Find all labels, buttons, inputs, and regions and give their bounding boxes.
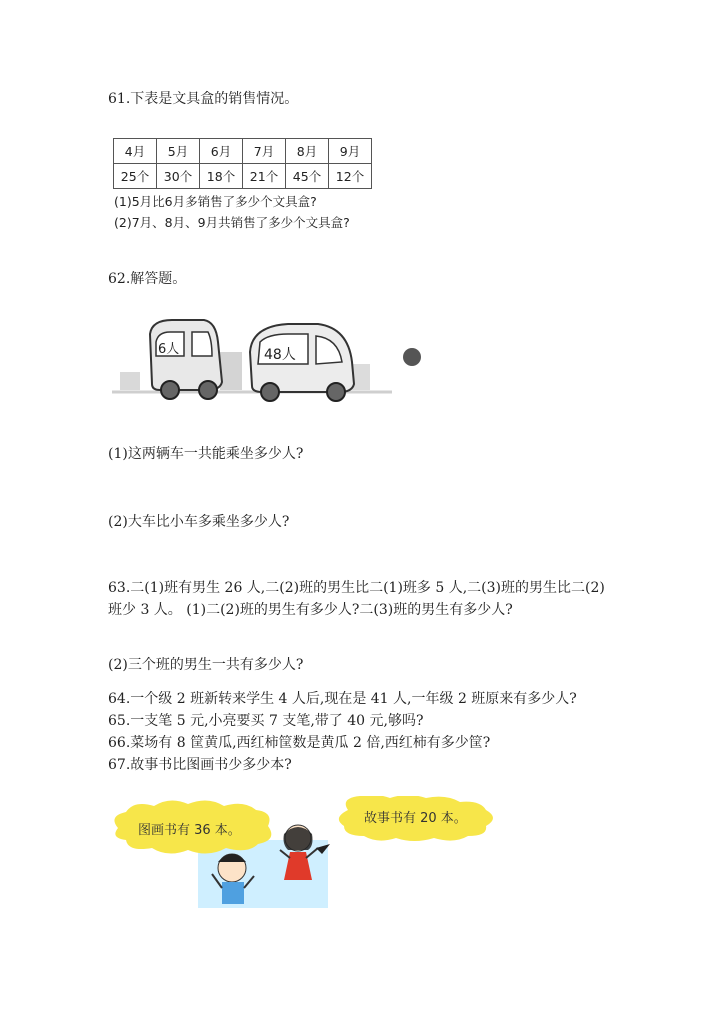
q64-text: 64.一个级 2 班新转来学生 4 人后,现在是 41 人,一年级 2 班原来有多少人? xyxy=(108,691,577,707)
table-cell: 18个 xyxy=(200,164,243,189)
small-car xyxy=(150,320,222,399)
table-cell: 21个 xyxy=(243,164,286,189)
q62-sub2: (2)大车比小车多乘坐多少人? xyxy=(108,514,290,530)
table-cell: 30个 xyxy=(157,164,200,189)
q61-sub2: (2)7月、8月、9月共销售了多少个文具盒? xyxy=(114,215,350,230)
table-row xyxy=(114,139,372,164)
q61-sub1: (1)5月比6月多销售了多少个文具盒? xyxy=(114,194,317,209)
building xyxy=(220,352,242,390)
q66-text: 66.菜场有 8 筐黄瓜,西红柿筐数是黄瓜 2 倍,西红柿有多少筐? xyxy=(108,735,491,751)
small-car-label: 6人 xyxy=(158,342,180,357)
table-cell: 6月 xyxy=(200,139,243,164)
table-cell: 12个 xyxy=(329,164,372,189)
building xyxy=(352,364,370,390)
table-cell: 4月 xyxy=(114,139,157,164)
q67-title: 67.故事书比图画书少多少本? xyxy=(108,757,292,773)
speech-bubble-right xyxy=(339,796,493,841)
sales-table xyxy=(113,138,372,189)
q65-text: 65.一支笔 5 元,小亮要买 7 支笔,带了 40 元,够吗? xyxy=(108,713,424,729)
cars-illustration xyxy=(112,312,432,404)
ball xyxy=(403,348,421,366)
table-cell: 8月 xyxy=(286,139,329,164)
table-cell: 45个 xyxy=(286,164,329,189)
q61-title: 61.下表是文具盒的销售情况。 xyxy=(108,91,299,107)
q62-title: 62.解答题。 xyxy=(108,271,187,287)
big-car xyxy=(250,324,354,401)
speech-bubble-left xyxy=(114,800,271,853)
q63-sub2: (2)三个班的男生一共有多少人? xyxy=(108,657,304,673)
bubble-right-text: 故事书有 20 本。 xyxy=(364,811,467,826)
table-cell: 7月 xyxy=(243,139,286,164)
kids-illustration xyxy=(108,796,500,912)
table-cell: 25个 xyxy=(114,164,157,189)
table-cell: 9月 xyxy=(329,139,372,164)
big-car-label: 48人 xyxy=(264,347,296,363)
bubble-left-text: 图画书有 36 本。 xyxy=(138,823,241,838)
q63-text: 63.二(1)班有男生 26 人,二(2)班的男生比二(1)班多 5 人,二(3)班的男生比二(2)班少 3 人。 (1)二(2)班的男生有多少人?二(3)班的男生有多少人? xyxy=(108,580,605,618)
table-row xyxy=(114,164,372,189)
table-cell: 5月 xyxy=(157,139,200,164)
building xyxy=(120,372,140,390)
q62-sub1: (1)这两辆车一共能乘坐多少人? xyxy=(108,446,304,462)
